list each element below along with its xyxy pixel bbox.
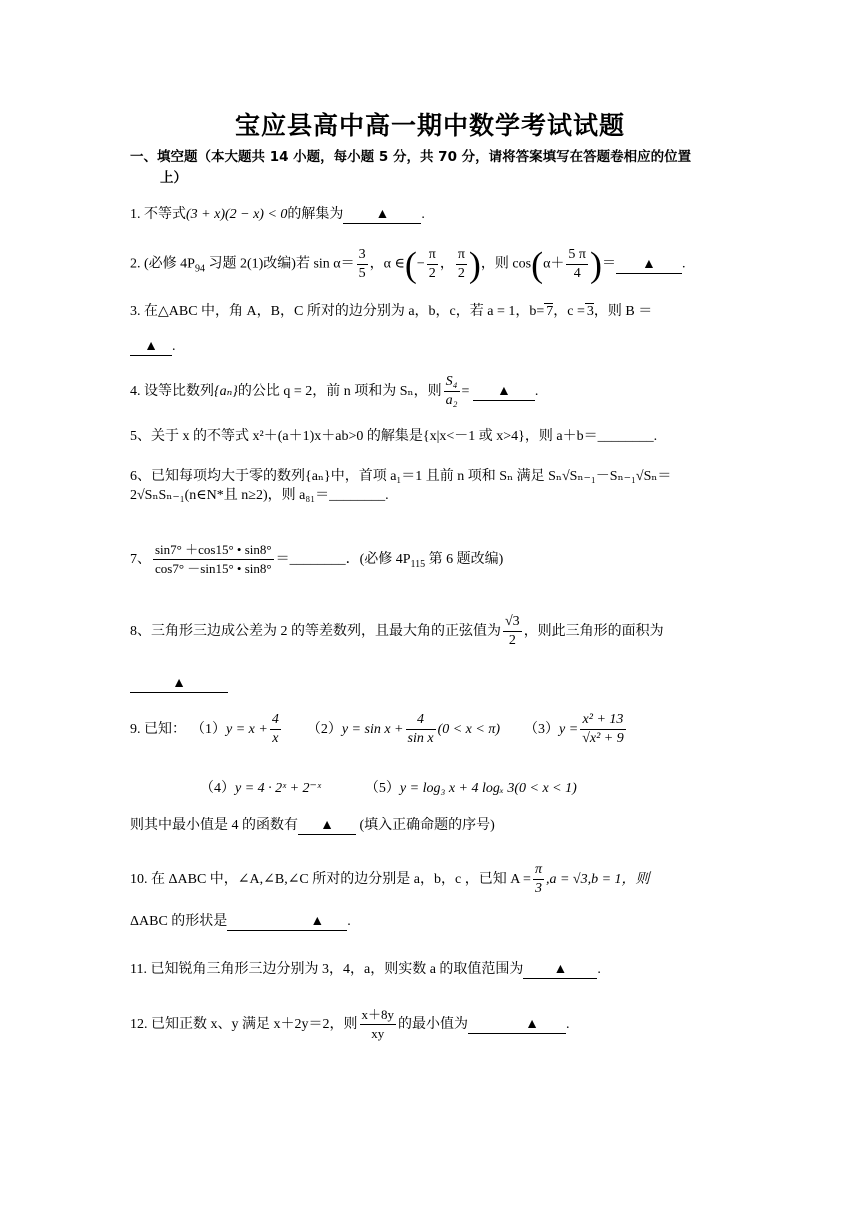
q9-item2-frac [406,711,436,748]
answer-blank[interactable] [227,914,347,931]
paren-right: ) [589,244,602,285]
answer-blank[interactable] [130,339,172,356]
q2-text: 2. (必修 4P [130,256,195,272]
q9-e1n: 4 [270,711,281,730]
q2-frac-den: 5 [358,266,366,281]
q4-text: 4. 设等比数列 [130,384,214,399]
q9-e2n: 4 [406,711,436,730]
q2-eq: ＝ [601,256,616,272]
question-10-ask: ΔABC 的形状是 ▲ . [130,914,351,929]
answer-blank[interactable] [130,676,228,693]
answer-blank[interactable] [468,1017,566,1034]
q8-num: √3 [503,613,522,632]
question-5: 5、关于 x 的不等式 x²＋(a＋1)x＋ab>0 的解集是{x|x<－1 或 x>4}，则 a＋b＝________. [130,429,658,444]
q12-text: 12. 已知正数 x、y 满足 x＋2y＝2，则 [130,1017,358,1032]
q9-item4-expr: y = 4 · 2ˣ + 2⁻ˣ [235,781,321,796]
bracket-left: ( [404,244,417,285]
triangle-mark: ▲ [642,256,656,272]
q2-int-a [427,246,438,283]
q3-sqrt3: 3 [586,304,594,319]
question-6-cont: 2√SₙSₙ₋₁(n∈N*且 n≥2)，则 a₈₁＝________. [130,488,389,503]
q8-text2: ，则此三角形的面积为 [523,624,664,639]
q9-item1-label: （1） [198,722,226,737]
question-8-answer [130,674,228,694]
q2-sub: 94 [194,263,205,275]
q3-text: 3. 在△ABC 中，角 A，B，C 所对的边分别为 a，b，c，若 a = 1，b= [130,304,545,319]
q9-item4-label: （4） [200,781,235,796]
q9-item1-frac [270,711,281,748]
q9-e3d: √x² + 9 [582,731,624,747]
q9-e1d: x [272,731,279,747]
q3-sqrt7: 7 [546,304,554,319]
q7-frac [153,541,274,578]
q10-text: 10. 在 ΔABC 中，∠A,∠B,∠C 所对的边分别是 a，b，c ，已知 A = [130,872,531,887]
q10-frac [533,861,544,898]
q2-int-a-den: 2 [428,266,436,281]
q12-num: x＋8y [360,1006,397,1025]
q9-item3-label: （3） [524,722,560,737]
question-2: 2. (必修 $4P_{94}$ 习题 2(1)改编)若 sin α＝ $\frac{3}{5}$ ，α ∈(− $\frac{\pi}{2}$ ， $\frac{\pi}{2}$ )，则 cos(α＋ $\frac{5 \pi}{4}$ )＝ ▲ . [130,244,686,285]
q9-item5-expr: y = log₃ x + 4 logₓ 3(0 < x < 1) [399,781,577,796]
q9-text: 9. 已知： [130,722,186,737]
answer-blank[interactable] [616,257,682,274]
question-9-ask [130,816,495,836]
q11-text: 11. 已知锐角三角形三边分别为 3，4，a，则实数 a 的取值范围为 [130,962,524,977]
triangle-mark: ▲ [496,384,511,399]
q10-num: π [533,861,544,880]
question-6: 6、已知每项均大于零的数列{aₙ}中，首项 a₁＝1 且前 n 项和 Sₙ 满足 Sₙ√Sₙ₋₁－Sₙ₋₁√Sₙ＝ [130,469,672,484]
q2-mid: 习题 2(1)改编)若 sin α＝ [204,256,355,272]
section-heading-cont: 上） [160,170,187,186]
question-10 [130,860,650,900]
question-1: 1. 不等式(3 + x)(2 − x) < 0的解集为 ▲ . [130,207,425,222]
triangle-mark: ▲ [553,962,568,977]
q7-text: 7、 [130,552,151,567]
triangle-mark: ▲ [320,818,334,833]
q1-expr: (3 + x)(2 − x) < 0 [186,207,288,222]
q1-suffix: 的解集为 [287,207,344,222]
question-9-items [200,779,577,799]
triangle-mark: ▲ [375,207,390,222]
q9-item3-frac [580,711,626,748]
q7-end: 第 6 题改编) [425,552,504,567]
q4-mid: 的公比 q = 2，前 n 项和为 Sₙ，则 [237,384,442,399]
q8-text: 8、三角形三边成公差为 2 的等差数列，且最大角的正弦值为 [130,624,501,639]
q9-e2d: sin x [407,731,434,747]
question-8 [130,612,664,652]
q3-c: ，c = [553,304,585,319]
q9-last2: (填入正确命题的序号) [356,818,495,833]
q9-last: 则其中最小值是 4 的函数有 [130,818,298,833]
q9-item1-expr: y = x + [226,722,268,737]
q2-frac2 [566,246,588,283]
q9-e3n: x² + 13 [580,711,626,730]
q2-frac-num: 3 [357,246,368,265]
triangle-mark: ▲ [144,339,158,354]
bracket-right: ) [468,244,481,285]
q9-item2-range: (0 < x < π) [437,722,501,737]
q4-seq: {aₙ} [214,384,238,399]
question-4: 4. 设等比数列{aₙ}的公比 q = 2，前 n 项和为 Sₙ，则 $\frac{\text{S₄}}{\text{a₂}}$ = ▲ . [130,374,539,409]
q2-f-num: 5 π [566,246,588,265]
q9-item2-expr: y = sin x + [341,722,404,737]
q10-den: 3 [534,881,542,897]
q1-text: 1. 不等式 [130,207,186,222]
q4-den: a₂ [445,393,458,409]
triangle-mark: ▲ [310,914,325,929]
q2-f-den: 4 [573,266,581,281]
q7-after: ＝________．(必修 4P [275,552,411,567]
q7-sub: 115 [410,558,426,570]
q12-frac [360,1006,397,1043]
answer-blank[interactable] [473,384,535,401]
q2-cond: ，α ∈ [369,256,405,272]
q8-frac [503,613,522,650]
question-3 [130,302,652,322]
section-heading: 一、填空题（本大题共 14 小题，每小题 5 分，共 70 分，请将答案填写在答题卷相应的位置 [130,149,692,165]
q4-num: S₄ [444,373,460,392]
q12-suffix: 的最小值为 [398,1017,469,1032]
q4-frac [444,373,460,410]
q2-int-b-den: 2 [457,266,465,281]
question-7 [130,540,503,585]
q10-line2: ΔABC 的形状是 [130,914,228,929]
paren-left: ( [531,244,544,285]
answer-blank[interactable] [298,818,356,835]
triangle-mark: ▲ [172,676,186,691]
q10-cond: ,a = √3,b = 1，则 [545,872,650,887]
question-9 [130,710,628,750]
q7-den: cos7° －sin15° • sin8° [155,561,272,577]
q2-int-b [456,246,467,283]
triangle-mark: ▲ [525,1017,539,1032]
question-3-answer: ▲ . [130,337,176,357]
answer-blank[interactable] [343,207,421,224]
q8-den: 2 [508,633,516,649]
q3-end: ，则 B ＝ [593,304,653,319]
page-title: 宝应县高中高一期中数学考试试题 [234,111,625,140]
q4-eq: = [461,384,470,399]
q7-num: sin7° ＋cos15° • sin8° [153,541,274,560]
q2-int-b-num: π [456,246,467,265]
q9-item3-expr: y = [559,722,579,737]
question-11: 11. 已知锐角三角形三边分别为 3，4，a，则实数 a 的取值范围为 ▲ . [130,962,601,977]
q2-frac [357,246,368,283]
q12-den: xy [371,1026,385,1042]
q2-alpha: α＋ [543,256,565,272]
q9-item2-label: （2） [306,722,342,737]
question-12: 12. 已知正数 x、y 满足 x＋2y＝2，则 $\frac{x+8y}{xy}$ 的最小值为 ▲ . [130,1007,570,1042]
q9-item5-label: （5） [364,781,400,796]
answer-blank[interactable] [523,962,597,979]
q2-int-a-num: π [427,246,438,265]
q2-then: ，则 cos [480,256,532,272]
